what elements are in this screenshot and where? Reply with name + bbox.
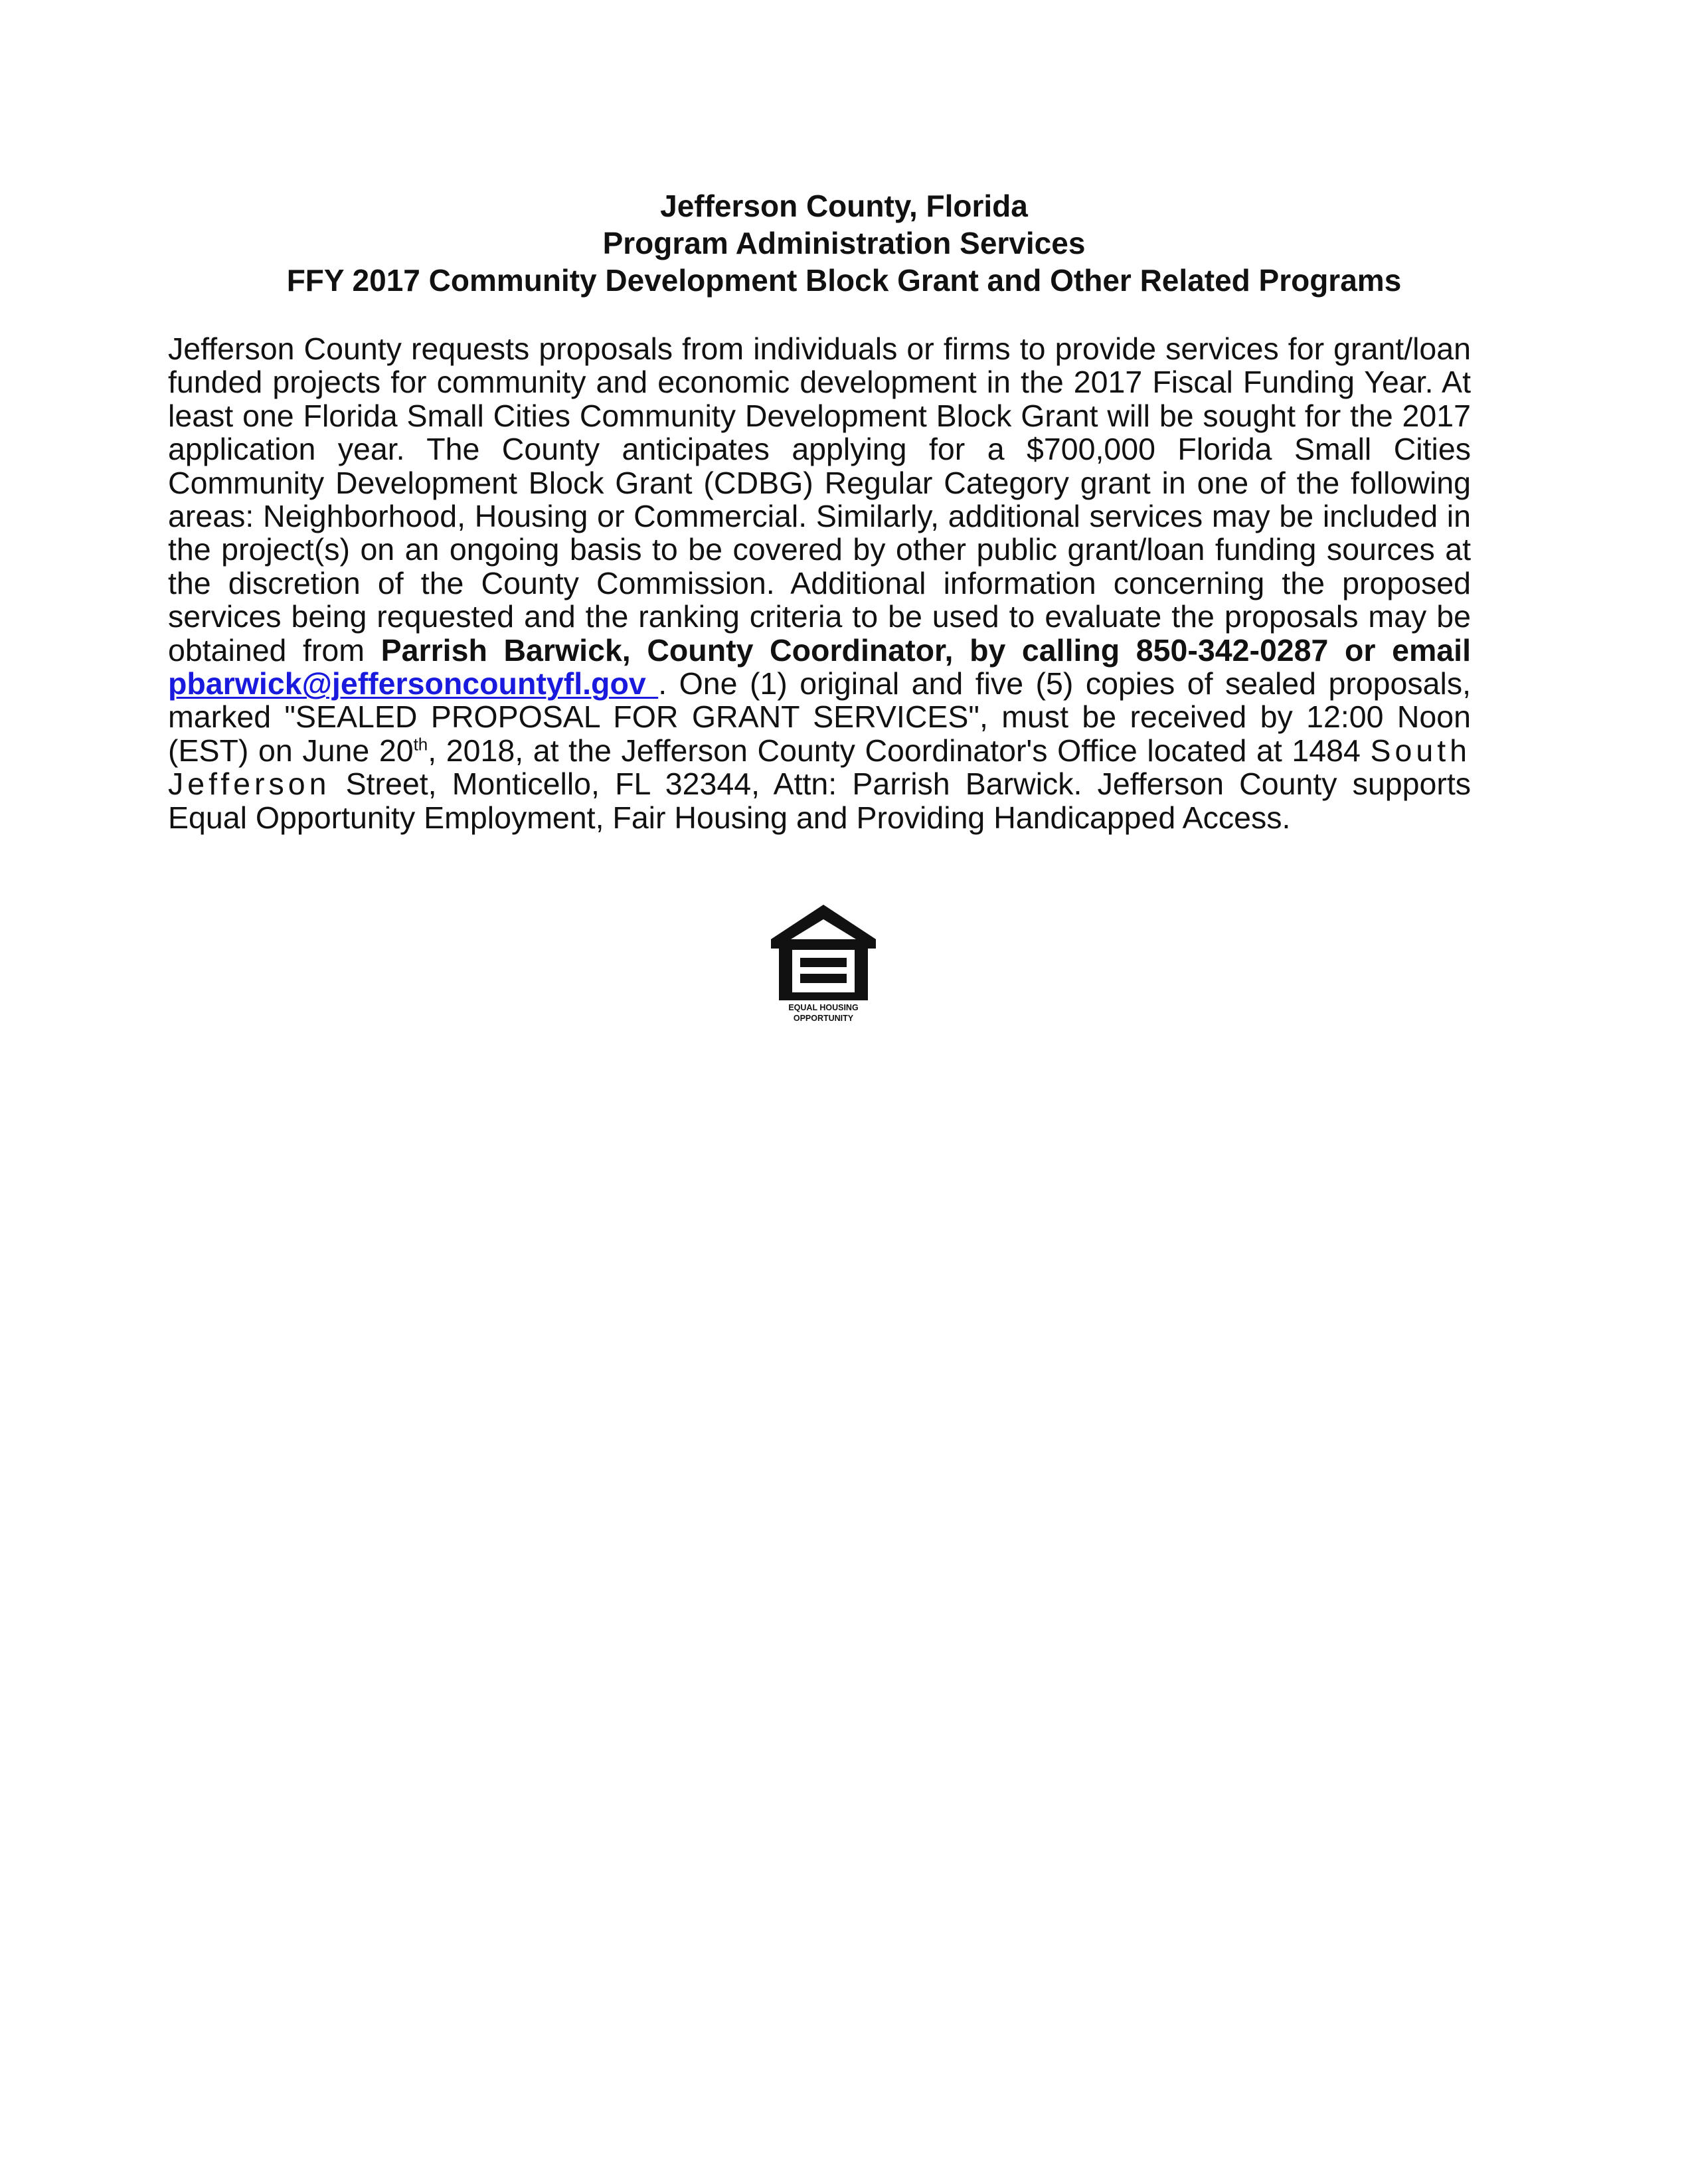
notice-paragraph bbox=[168, 332, 1471, 834]
logo-text-line2: OPPORTUNITY bbox=[793, 1014, 854, 1023]
header-grant-title: FFY 2017 Community Development Block Grant and Other Related Programs bbox=[286, 263, 1402, 298]
notice-text-closing: Street, Monticello, FL 32344, Attn: Parrish Barwick. Jefferson County supports Equal Opportunity Employment, Fair Housing and Providing Handicapped Access. bbox=[168, 767, 1471, 835]
contact-info: Parrish Barwick, County Coordinator, by calling 850-342-0287 or email bbox=[380, 632, 1471, 668]
notice-text-deadline: . One (1) original and five (5) copies of sealed proposals, marked "SEALED PROPOSAL FOR GRANT SERVICES", must be received by 12:00 Noon (EST) on June 20 bbox=[168, 666, 1472, 768]
logo-text-line1: EQUAL HOUSING bbox=[788, 1003, 859, 1012]
document-header bbox=[0, 187, 1688, 299]
notice-text-location: , 2018, at the Jefferson County Coordinator's Office located at 1484 bbox=[428, 733, 1371, 768]
street-name: South Jefferson bbox=[168, 733, 1471, 802]
header-program: Program Administration Services bbox=[602, 226, 1086, 260]
equal-housing-opportunity-icon bbox=[767, 902, 880, 1002]
notice-text-intro: Jefferson County requests proposals from individuals or firms to provide services for grant/loan funded projects for community and economic development in the 2017 Fiscal Funding Year. At least one Florida Small Cities Community Development Block Grant will be sought for the 2017 application year. The County anticipates applying for a $700,000 Florida Small Cities Community Development Block Grant (CDBG) Regular Category grant in one of the following areas: Neighborhood, Housing or Commercial. Similarly, additional services may be included in the project(s) on an ongoing basis to be covered by other public grant/loan funding sources at the discretion of the County Commission. Additional information concerning the proposed services being requested and the ranking criteria to be used to evaluate the proposals may be obtained from bbox=[168, 331, 1471, 668]
email-link[interactable]: pbarwick@jeffersoncountyfl.gov bbox=[168, 666, 659, 701]
header-county: Jefferson County, Florida bbox=[660, 189, 1028, 223]
equal-housing-logo bbox=[767, 902, 880, 1028]
date-superscript: th bbox=[413, 734, 428, 755]
